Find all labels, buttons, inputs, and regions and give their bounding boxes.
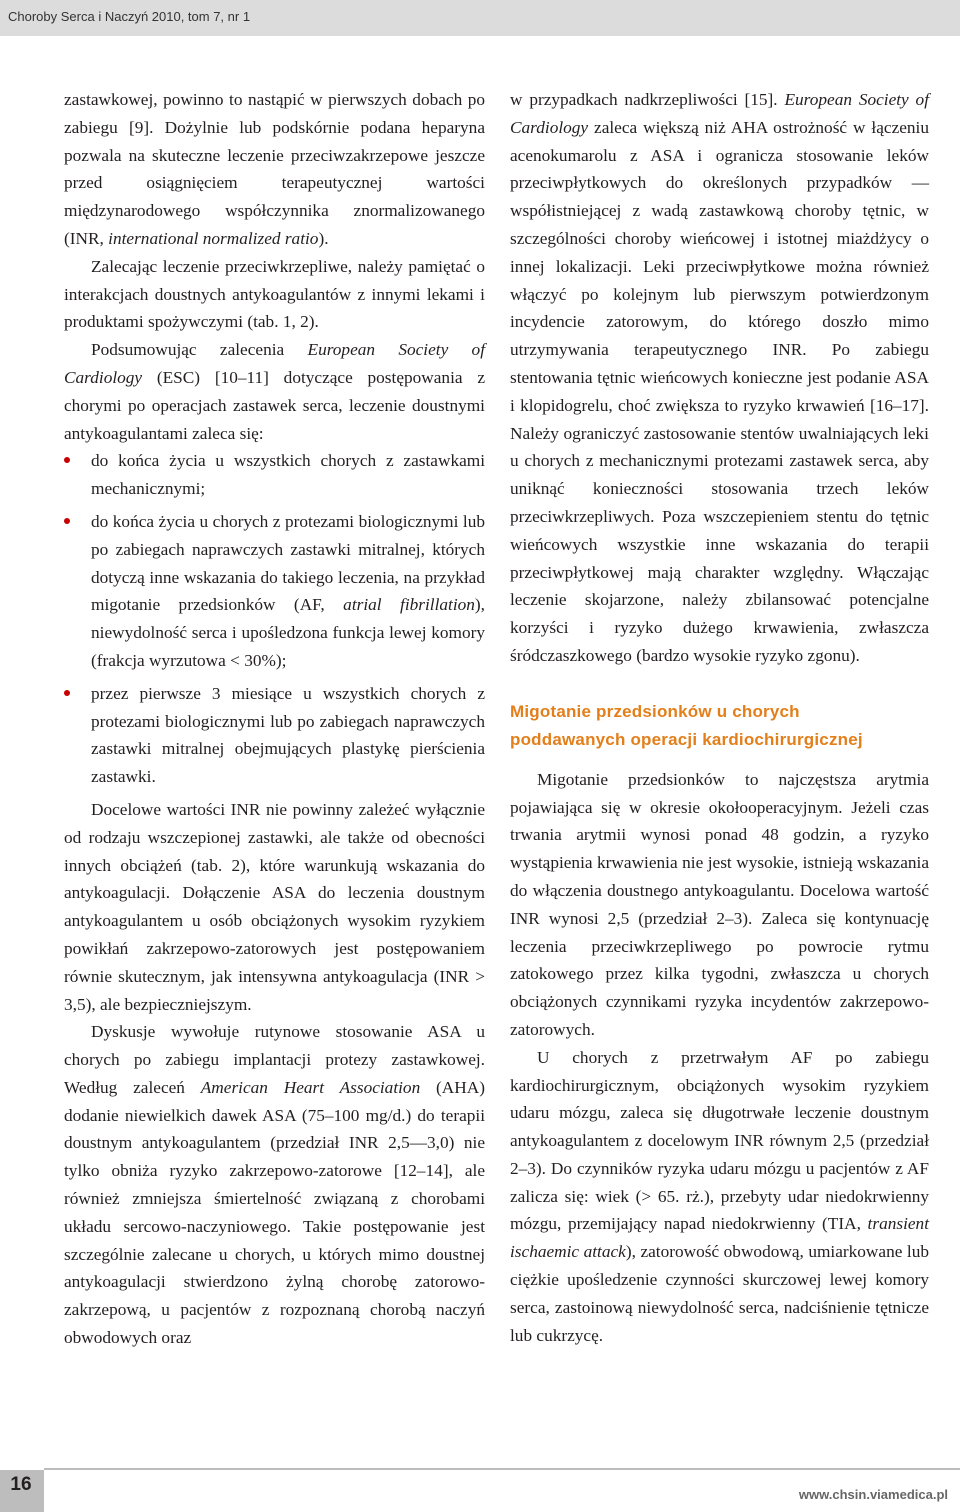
section-heading: Migotanie przedsionków u chorych poddawanych operacji kardiochirurgicznej	[510, 701, 863, 749]
journal-url: www.chsin.viamedica.pl	[798, 1487, 948, 1502]
journal-title: Choroby Serca i Naczyń 2010, tom 7, nr 1	[8, 9, 251, 24]
page-number: 16	[10, 1474, 32, 1495]
list-item: do końca życia u chorych z protezami biologicznymi lub po zabiegach naprawczych zastawki mitralnej, których dotyczą inne wskazania do takiego leczenia, na przykład migotanie przedsionków (AF, atrial fibrillation), niewydolność serca i upośledzona funkcja lewej komory (frakcja wyrzutowa < 30%);	[64, 508, 485, 675]
paragraph: Dyskusje wywołuje rutynowe stosowanie ASA u chorych po zabiegu implantacji protezy zastawkowej. Według zaleceń American Heart Association (AHA) dodanie niewielkich dawek ASA (75–100 mg/d.) do terapii doustnym antykoagulantem (przedział INR 2,5––3,0) nie tylko obniża ryzyko zakrzepowo-zatorowe [12–14], ale również zmniejsza śmiertelność związaną z chorobami układu sercowo-naczyniowego. Takie postępowanie jest szczególnie zalecane u chorych, u których mimo doustnej antykoagulacji stwierdzono żylną chorobę zatorowo-zakrzepową, u pacjentów z rozpoznaną chorobą naczyń obwodowych oraz	[64, 1022, 485, 1348]
paragraph: Podsumowując zalecenia European Society of Cardiology (ESC) [10–11] dotyczące postępowania z chorymi po operacjach zastawek serca, leczenie doustnymi antykoagulantami zaleca się:	[64, 340, 485, 443]
list-item: przez pierwsze 3 miesiące u wszystkich chorych z protezami biologicznymi lub po zabiegach naprawczych zastawki mitralnej obejmujących plastykę pierścienia zastawki.	[64, 680, 485, 791]
right-column	[510, 86, 929, 1349]
list-item: do końca życia u wszystkich chorych z zastawkami mechanicznymi;	[64, 447, 485, 503]
recommendation-list	[64, 447, 485, 791]
paragraph: U chorych z przetrwałym AF po zabiegu kardiochirurgicznym, obciążonych wysokim ryzykiem udaru mózgu, zaleca się długotrwałe leczenie doustnym antykoagulantem z docelowym INR równym 2,5 (przedział 2–3). Do czynników ryzyka udaru mózgu u pacjentów z AF zalicza się: wiek (> 65. rż.), przebyty udar niedokrwienny mózgu, przemijający napad niedokrwienny (TIA, transient ischaemic attack), zatorowość obwodową, umiarkowane lub ciężkie upośledzenie czynności skurczowej lewej komory serca, zastoinową niewydolność serca, nadciśnienie tętnicze lub cukrzycę.	[510, 1047, 929, 1345]
left-column	[64, 86, 485, 1352]
paragraph: zastawkowej, powinno to nastąpić w pierwszych dobach po zabiegu [9]. Dożylnie lub podskórnie podana heparyna pozwala na skuteczne leczenie przeciwzakrzepowe jeszcze przed osiągnięciem terapeutycznej wartości międzynarodowego współczynnika znormalizowanego (INR, international normalized ratio).	[64, 90, 485, 248]
paragraph: Migotanie przedsionków to najczęstsza arytmia pojawiająca się w okresie okołooperacyjnym. Jeżeli czas trwania arytmii wynosi ponad 48 godzin, a ryzyko wystąpienia krwawienia nie jest wysokie, istnieją wskazania do włączenia doustnego antykoagulantu. Docelowa wartość INR wynosi 2,5 (przedział 2–3). Zaleca się kontynuację leczenia przeciwkrzepliwego po powrocie rytmu zatokowego przez kilka tygodni, zwłaszcza u chorych obciążonych czynnikami ryzyka incydentów zakrzepowo-zatorowych.	[510, 769, 929, 1039]
journal-header-bar	[0, 0, 960, 36]
paragraph: w przypadkach nadkrzepliwości [15]. European Society of Cardiology zaleca większą niż AHA ostrożność w łączeniu acenokumarolu z ASA i ogranicza stosowanie leków przeciwpłytkowych do określonych przypadków — współistniejącej z wadą zastawkową choroby tętnic, w szczególności choroby wieńcowej i istotnej miażdżycy o innej lokalizacji. Leki przeciwpłytkowe można również włączyć po kolejnym lub pierwszym potwierdzonym incydencie zatorowym, do którego doszło mimo utrzymywania terapeutycznego INR. Po zabiegu stentowania tętnic wieńcowych konieczne jest podanie ASA i klopidogrelu, choć zwiększa to ryzyko krwawień [16–17]. Należy ograniczyć zastosowanie stentów uwalniających leki u chorych z mechanicznymi protezami zastawek serca, aby uniknąć konieczności stosowania trzech leków przeciwkrzepliwych. Poza wszczepieniem stentu do tętnic wieńcowych wszystkie inne wskazania do terapii przeciwpłytkowej mają charakter względny. Włączając leczenie skojarzone, należy zbilansować potencjalne korzyści i ryzyko dużego krwawienia, zwłaszcza śródczaszkowego (bardzo wysokie ryzyko zgonu).	[510, 90, 929, 665]
paragraph: Docelowe wartości INR nie powinny zależeć wyłącznie od rodzaju wszczepionej zastawki, ale także od obecności innych obciążeń (tab. 2), które warunkują wskazania do antykoagulacji. Dołączenie ASA do leczenia doustnym antykoagulantem u osób obciążonych wysokim ryzykiem powikłań zakrzepowo-zatorowych jest postępowaniem równie skutecznym, jak intensywna antykoagulacja (INR > 3,5), ale bezpieczniejszym.	[64, 799, 485, 1014]
paragraph: Zalecając leczenie przeciwkrzepliwe, należy pamiętać o interakcjach doustnych antykoagulantów z innymi lekami i produktami spożywczymi (tab. 1, 2).	[64, 256, 485, 332]
footer-rule	[44, 1468, 960, 1470]
